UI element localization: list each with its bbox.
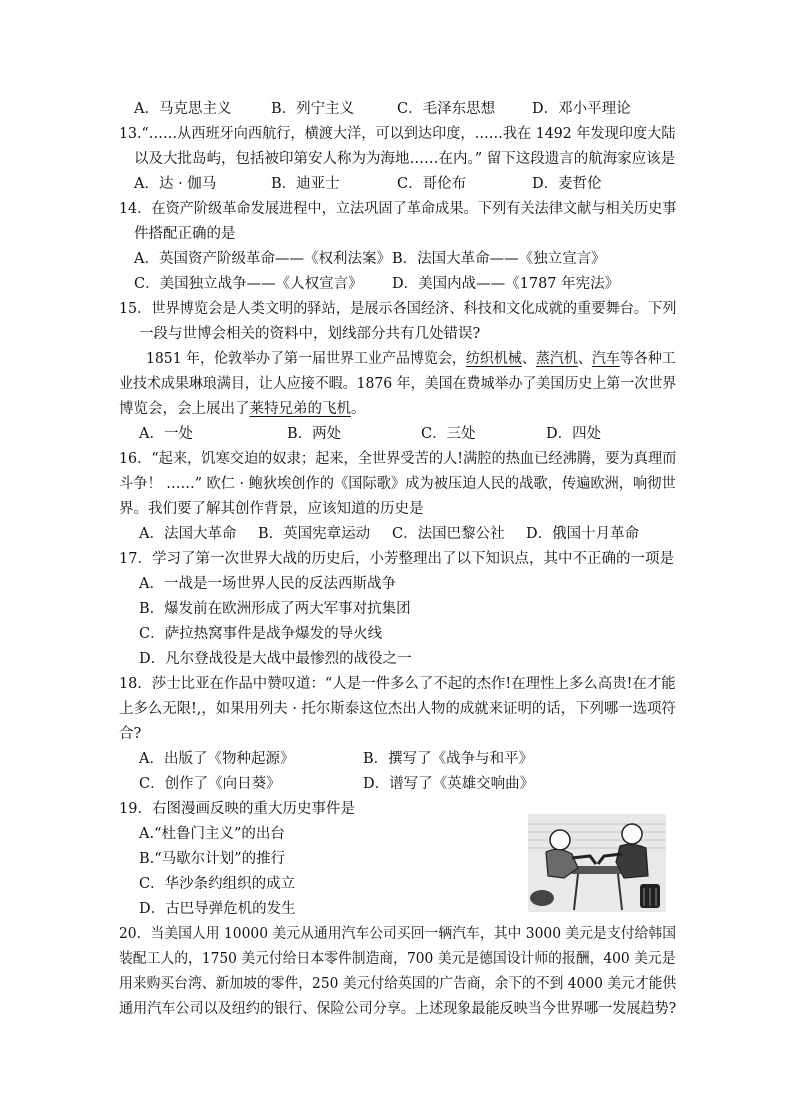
q18-option-a: A．出版了《物种起源》 xyxy=(139,751,295,767)
q15-option-d: D．四处 xyxy=(546,426,602,442)
q16-stem-line2: 斗争！ ……” 欧仁 · 鲍狄埃创作的《国际歌》成为被压迫人民的战歌，传遍欧洲，响彻世 xyxy=(119,476,676,492)
q19-option-c: C．华沙条约组织的成立 xyxy=(139,876,296,892)
q18-stem-line1: 18．莎士比亚在作品中赞叹道：“人是一件多么了不起的杰作!在理性上多么高贵!在才能 xyxy=(119,676,676,692)
q20-stem-line4: 通用汽车公司以及纽约的银行、保险公司分享。上述现象最能反映当今世界哪一发展趋势? xyxy=(119,1001,677,1017)
underline-textile-machinery: 纺织机械 xyxy=(465,351,522,367)
q17-option-a: A．一战是一场世界人民的反法西斯战争 xyxy=(139,576,396,592)
q14-option-a: A．英国资产阶级革命——《权利法案》 xyxy=(134,251,391,267)
q13-option-a: A．达 · 伽马 xyxy=(134,176,217,192)
q20-stem-line1: 20．当美国人用 10000 美元从通用汽车公司买回一辆汽车，其中 3000 美元是支付给韩国 xyxy=(119,926,677,942)
q12-option-b: B．列宁主义 xyxy=(271,101,355,117)
q14-stem-line2: 件搭配正确的是 xyxy=(134,226,236,242)
q15-stem-line2: 一段与世博会相关的资料中，划线部分共有几处错误? xyxy=(139,326,481,342)
q12-option-c: C．毛泽东思想 xyxy=(397,101,496,117)
q15-passage-line2: 业技术成果琳琅满目，让人应接不暇。1876 年，美国在费城举办了美国历史上第一次世界 xyxy=(119,376,677,392)
q16-option-c: C．法国巴黎公社 xyxy=(392,526,505,542)
q15-separator: 、 xyxy=(521,351,536,367)
q18-stem-line2: 上多么无限!,，如果用列夫 · 托尔斯泰这位杰出人物的成就来证明的话，下列哪一选项符 xyxy=(119,701,676,717)
q15-passage-line3 xyxy=(119,399,366,419)
q16-stem-line3: 界。我们要了解其创作背景，应该知道的历史是 xyxy=(119,501,424,517)
q15-option-a: A．一处 xyxy=(139,426,193,442)
q14-stem-line1: 14．在资产阶级革命发展进程中，立法巩固了革命成果。下列有关法律文献与相关历史事 xyxy=(119,201,677,217)
q17-option-b: B．爆发前在欧洲形成了两大军事对抗集团 xyxy=(139,601,411,617)
q15-passage-text: 等各种工 xyxy=(619,351,676,367)
q20-stem-line3: 用来购买台湾、新加坡的零件，250 美元付给英国的广告商，余下的不到 4000 美元才能供 xyxy=(119,976,677,992)
cold-war-cartoon-image xyxy=(528,814,666,912)
q14-option-b: B．法国大革命——《独立宣言》 xyxy=(392,251,606,267)
q18-stem-line3: 合? xyxy=(119,726,142,742)
q15-separator: 、 xyxy=(577,351,592,367)
q15-option-b: B．两处 xyxy=(287,426,342,442)
q18-option-b: B．撰写了《战争与和平》 xyxy=(363,751,534,767)
underline-wright-brothers-plane: 莱特兄弟的飞机 xyxy=(249,401,351,417)
q15-passage-line1 xyxy=(146,349,676,369)
q17-option-c: C．萨拉热窝事件是战争爆发的导火线 xyxy=(139,626,383,642)
q15-stem-line1: 15．世界博览会是人类文明的驿站，是展示各国经济、科技和文化成就的重要舞台。下列 xyxy=(119,301,677,317)
q18-option-d: D．谱写了《英雄交响曲》 xyxy=(363,776,535,792)
q15-passage-text: 博览会，会上展出了 xyxy=(119,401,250,417)
q15-option-c: C．三处 xyxy=(421,426,476,442)
underline-steam-engine: 蒸汽机 xyxy=(535,351,578,367)
q15-passage-text: 1851 年，伦敦举办了第一届世界工业产品博览会， xyxy=(146,351,466,367)
q16-option-b: B．英国宪章运动 xyxy=(258,526,371,542)
q19-option-d: D．古巴导弹危机的发生 xyxy=(139,901,296,917)
q15-passage-text: 。 xyxy=(351,401,366,417)
q14-option-c: C．美国独立战争——《人权宣言》 xyxy=(134,276,363,292)
q12-option-a: A．马克思主义 xyxy=(134,101,232,117)
q13-stem-line1: 13.“……从西班牙向西航行，横渡大洋，可以到达印度，……我在 1492 年发现印度大陆 xyxy=(119,126,676,142)
q19-option-b: B.“马歇尔计划”的推行 xyxy=(139,851,286,867)
q13-option-c: C．哥伦布 xyxy=(397,176,467,192)
q16-option-a: A．法国大革命 xyxy=(139,526,237,542)
q13-option-d: D．麦哲伦 xyxy=(532,176,602,192)
q20-stem-line2: 装配工人的，1750 美元付给日本零件制造商，700 美元是德国设计师的报酬，400 美元是 xyxy=(119,951,676,967)
q14-option-d: D．美国内战——《1787 年宪法》 xyxy=(392,276,620,292)
q13-stem-line2: 以及大批岛屿，包括被印第安人称为为海地……在内。” 留下这段遗言的航海家应该是 xyxy=(134,151,676,167)
underline-automobile: 汽车 xyxy=(591,351,620,367)
q12-option-d: D．邓小平理论 xyxy=(532,101,631,117)
q18-option-c: C．创作了《向日葵》 xyxy=(139,776,281,792)
q17-option-d: D．凡尔登战役是大战中最惨烈的战役之一 xyxy=(139,651,412,667)
q16-option-d: D．俄国十月革命 xyxy=(526,526,640,542)
q19-option-a: A.“杜鲁门主义”的出台 xyxy=(139,826,285,842)
q19-stem: 19．右图漫画反映的重大历史事件是 xyxy=(119,801,355,817)
q16-stem-line1: 16．“起来，饥寒交迫的奴隶；起来，全世界受苦的人!满腔的热血已经沸腾，要为真理而 xyxy=(119,451,677,467)
q13-option-b: B．迪亚士 xyxy=(271,176,340,192)
q17-stem: 17．学习了第一次世界大战的历史后，小芳整理出了以下知识点，其中不正确的一项是 xyxy=(119,551,674,567)
